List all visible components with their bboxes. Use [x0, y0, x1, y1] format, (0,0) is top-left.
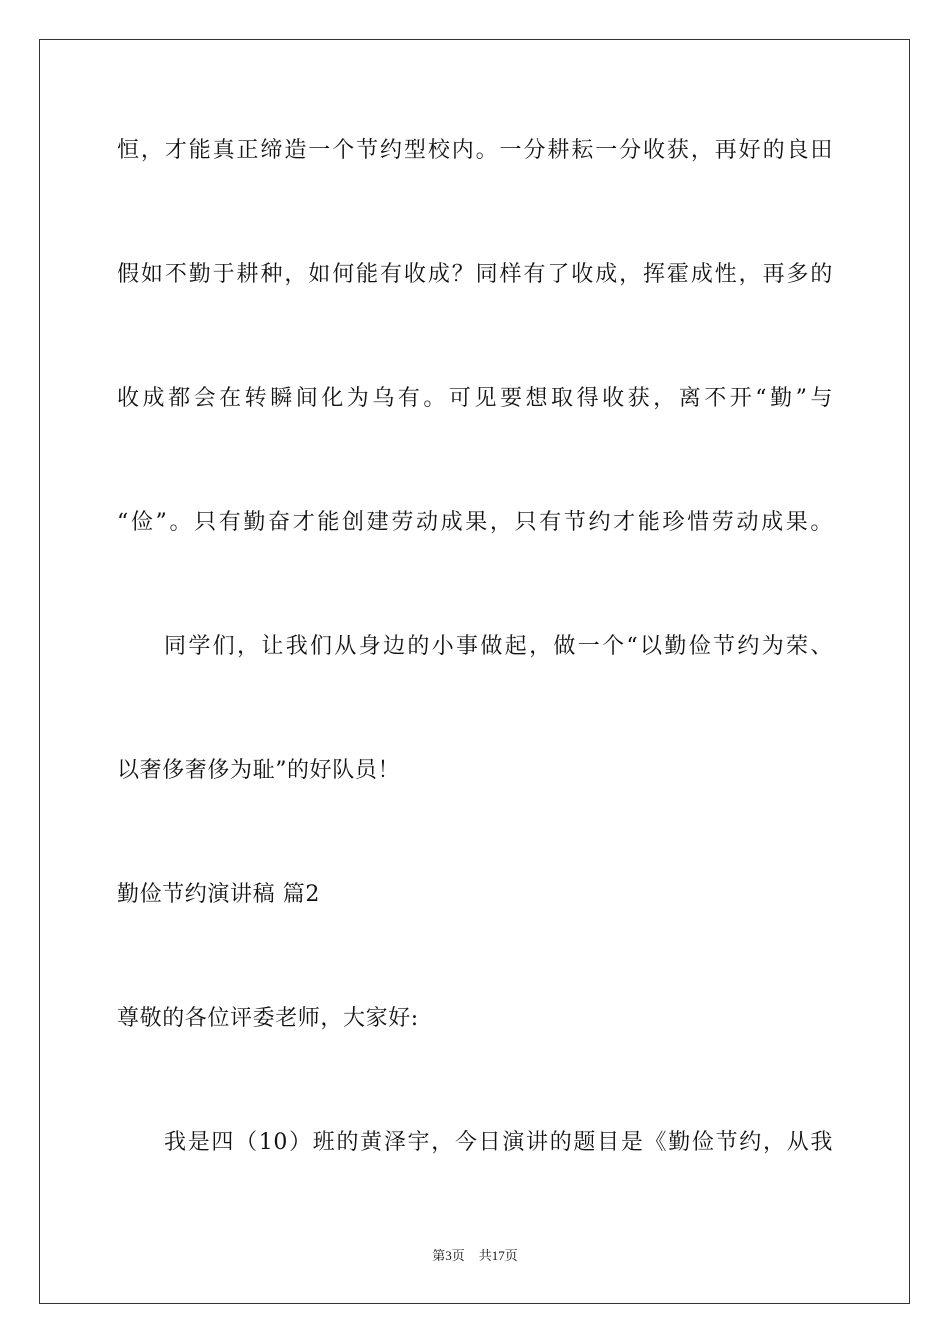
page-footer — [0, 1247, 950, 1265]
body-text-line-3: 收成都会在转瞬间化为乌有。可见要想取得收获，离不开“勤”与 — [117, 386, 833, 411]
speech-intro-line: 我是四（10）班的黄泽宇，今日演讲的题目是《勤俭节约，从我 — [164, 1130, 833, 1155]
paragraph-start-line: 同学们，让我们从身边的小事做起，做一个“以勤俭节约为荣、 — [164, 634, 833, 659]
page-number: 第3页 — [432, 1248, 465, 1263]
greeting-line: 尊敬的各位评委老师，大家好: — [117, 1006, 419, 1031]
body-text-line-2: 假如不勤于耕种，如何能有收成？同样有了收成，挥霍成性，再多的 — [117, 262, 833, 287]
page-border — [39, 39, 910, 1304]
body-text-line-4: “俭”。只有勤奋才能创建劳动成果，只有节约才能珍惜劳动成果。 — [117, 510, 833, 535]
section-heading: 勤俭节约演讲稿 篇2 — [117, 882, 320, 907]
body-text-line-1: 恒，才能真正缔造一个节约型校内。一分耕耘一分收获，再好的良田 — [117, 138, 833, 163]
total-pages: 共17页 — [478, 1248, 518, 1263]
body-text-line-6: 以奢侈奢侈为耻”的好队员！ — [117, 758, 401, 783]
